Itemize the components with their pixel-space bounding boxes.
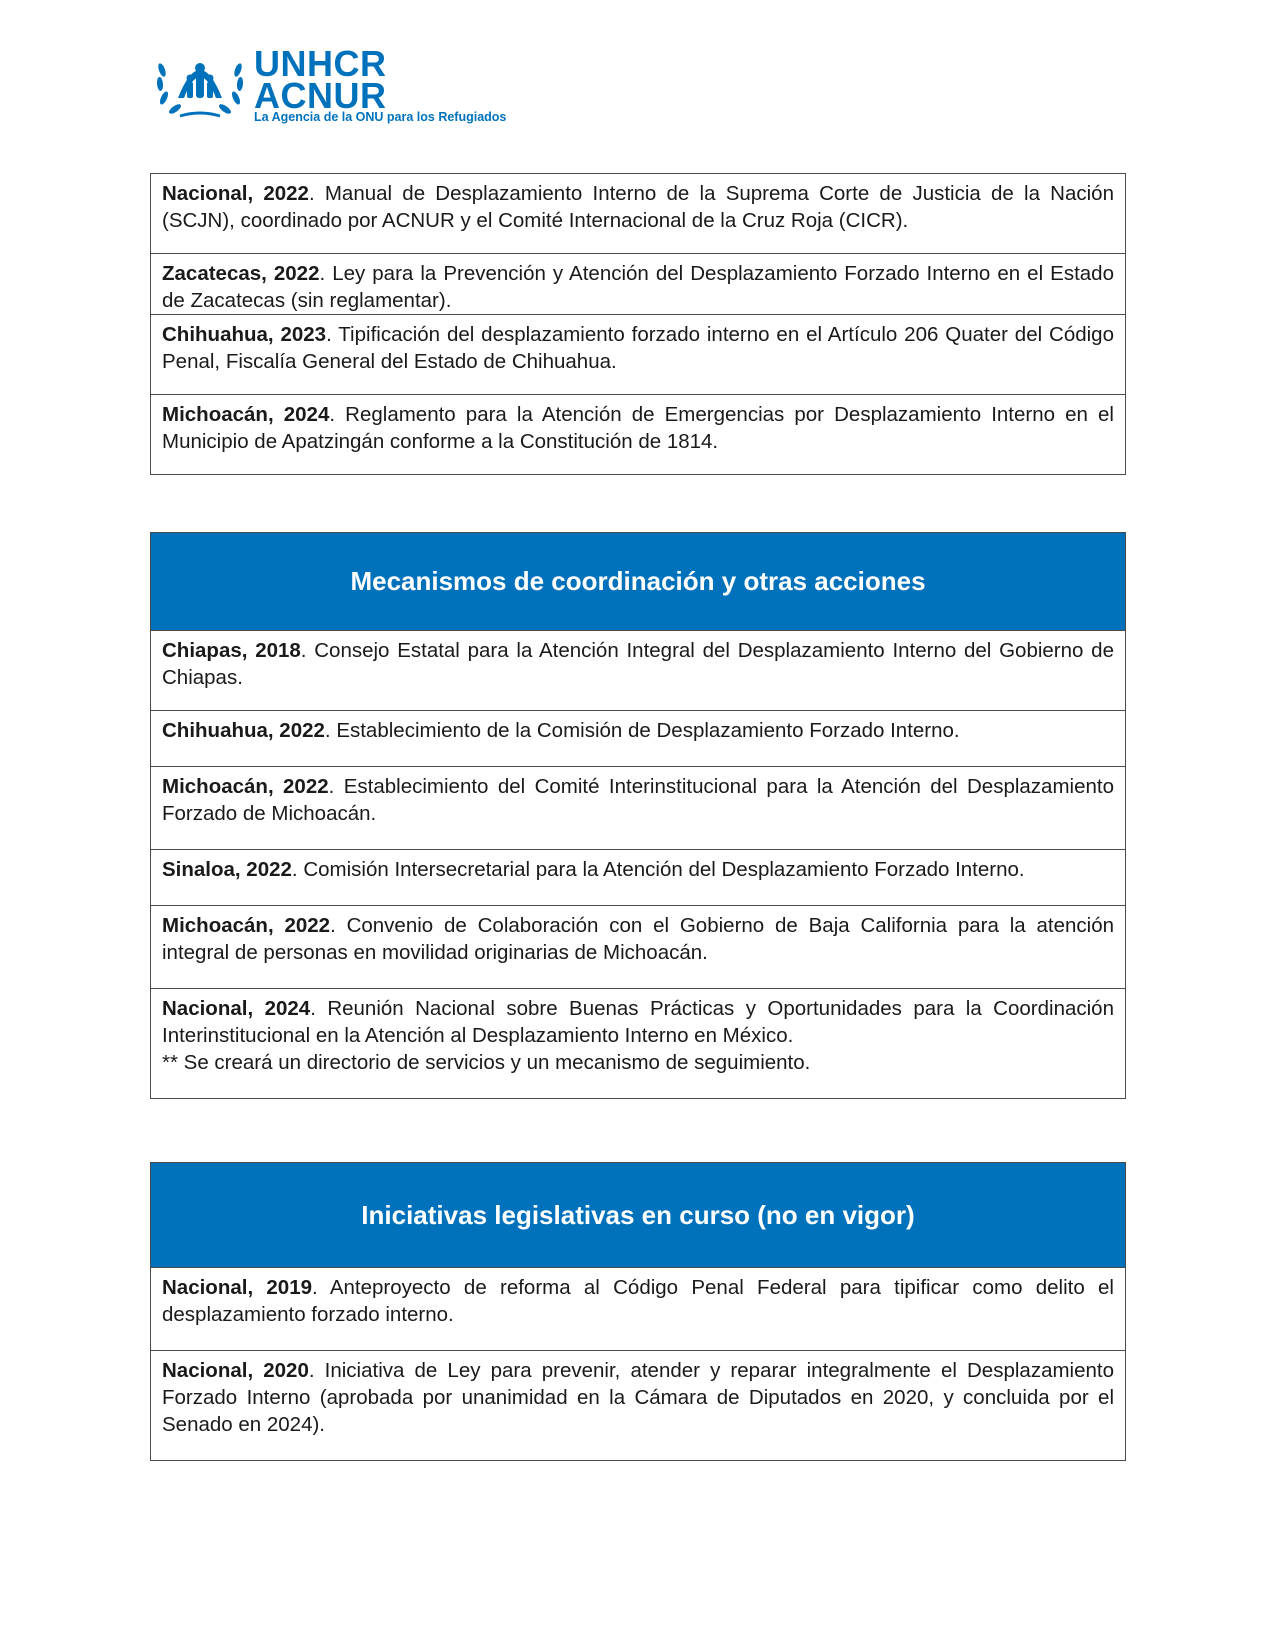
table-legislative-initiatives — [150, 1162, 1126, 1461]
table-row — [151, 631, 1126, 711]
table-row — [151, 767, 1126, 850]
row-lead: Michoacán, 2024 — [162, 403, 330, 426]
row-lead: Nacional, 2019 — [162, 1276, 313, 1299]
row-text: . Reunión Nacional sobre Buenas Prácticas y Oportunidades para la Coordinación Interinstitucional en la Atención al Desplazamiento Interno en México. — [162, 997, 1114, 1047]
table-cell — [151, 174, 1126, 254]
table-cell — [151, 1268, 1126, 1351]
table-row — [151, 254, 1126, 315]
row-text: . Establecimiento del Comité Interinstitucional para la Atención del Desplazamiento Forzado de Michoacán. — [162, 775, 1114, 825]
table-row — [151, 315, 1126, 395]
table-normative-framework — [150, 173, 1126, 475]
table-cell — [151, 254, 1126, 315]
row-text: . Convenio de Colaboración con el Gobierno de Baja California para la atención integral de personas en movilidad originarias de Michoacán. — [162, 914, 1114, 964]
table-header-row — [151, 1163, 1126, 1268]
section-title: Mecanismos de coordinación y otras acciones — [151, 533, 1126, 631]
row-lead: Chihuahua, 2023 — [162, 323, 327, 346]
row-text: . Manual de Desplazamiento Interno de la Suprema Corte de Justicia de la Nación (SCJN), coordinado por ACNUR y el Comité Internacional de la Cruz Roja (CICR). — [162, 182, 1114, 232]
table-row — [151, 174, 1126, 254]
row-lead: Nacional, 2022 — [162, 182, 309, 205]
row-text: . Establecimiento de la Comisión de Desplazamiento Forzado Interno. — [324, 719, 960, 742]
row-text: . Anteproyecto de reforma al Código Penal Federal para tipificar como delito el desplazamiento forzado interno. — [162, 1276, 1114, 1326]
table-row — [151, 711, 1126, 767]
row-text: . Ley para la Prevención y Atención del Desplazamiento Forzado Interno en el Estado de Zacatecas (sin reglamentar). — [162, 262, 1114, 312]
row-lead: Michoacán, 2022 — [162, 914, 331, 937]
table-row — [151, 906, 1126, 989]
row-note: ** Se creará un directorio de servicios y un mecanismo de seguimiento. — [162, 1051, 811, 1074]
row-lead: Sinaloa, 2022 — [162, 858, 292, 881]
table-row — [151, 1268, 1126, 1351]
table-cell — [151, 989, 1126, 1099]
row-text: . Iniciativa de Ley para prevenir, atender y reparar integralmente el Desplazamiento Forzado Interno (aprobada por unanimidad en la Cámara de Diputados en 2020, y concluida por el Senado en 2024). — [162, 1359, 1114, 1436]
row-text: . Consejo Estatal para la Atención Integral del Desplazamiento Interno del Gobierno de Chiapas. — [162, 639, 1114, 689]
logo-unhcr: UNHCR — [254, 43, 387, 84]
table-row — [151, 395, 1126, 475]
row-lead: Zacatecas, 2022 — [162, 262, 320, 285]
table-cell — [151, 315, 1126, 395]
row-lead: Chiapas, 2018 — [162, 639, 301, 662]
table-row — [151, 1351, 1126, 1461]
row-text: . Reglamento para la Atención de Emergencias por Desplazamiento Interno en el Municipio de Apatzingán conforme a la Constitución de 1814. — [162, 403, 1114, 453]
table-row — [151, 850, 1126, 906]
laurel-emblem-icon — [150, 40, 250, 120]
table-cell — [151, 395, 1126, 475]
row-lead: Nacional, 2024 — [162, 997, 311, 1020]
table-cell — [151, 906, 1126, 989]
table-cell — [151, 850, 1126, 906]
table-row — [151, 989, 1126, 1099]
logo-acnur: ACNUR — [254, 75, 387, 116]
table-cell — [151, 631, 1126, 711]
table-coordination-mechanisms — [150, 532, 1126, 1099]
table-cell — [151, 767, 1126, 850]
unhcr-logo — [150, 40, 510, 125]
row-lead: Chihuahua, 2022 — [162, 719, 325, 742]
row-lead: Michoacán, 2022 — [162, 775, 329, 798]
row-lead: Nacional, 2020 — [162, 1359, 309, 1382]
row-text: . Comisión Intersecretarial para la Atención del Desplazamiento Forzado Interno. — [291, 858, 1025, 881]
table-header-row — [151, 533, 1126, 631]
table-cell — [151, 711, 1126, 767]
table-cell — [151, 1351, 1126, 1461]
logo-tagline: La Agencia de la ONU para los Refugiados — [254, 110, 507, 124]
section-title: Iniciativas legislativas en curso (no en vigor) — [151, 1163, 1126, 1268]
row-text: . Tipificación del desplazamiento forzado interno en el Artículo 206 Quater del Código Penal, Fiscalía General del Estado de Chihuahua. — [162, 323, 1114, 373]
